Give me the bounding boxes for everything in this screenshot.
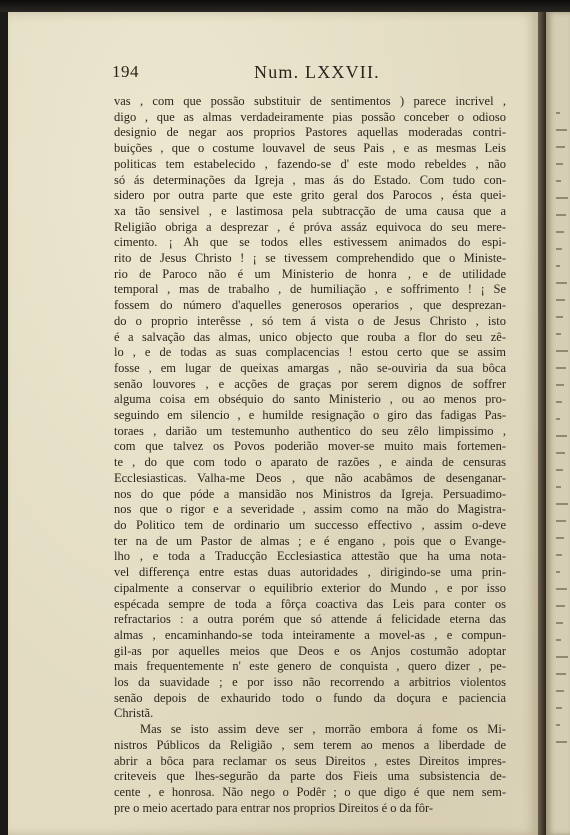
facing-page-mark [556,571,560,573]
text-line: pre o meio acertado para entrar nos proprios Direitos é o da fôr- [114,800,434,815]
text-line: ter na de um Pastor de almas ; e é engano , pois que o Evange- [114,533,506,548]
facing-page-mark [556,741,567,743]
text-line: só ás determinações da Igreja , mas ás do Estado. Com tudo con- [114,172,506,187]
text-line: fossem do número d'aquelles generosos operarios , que desprezan- [114,298,506,313]
text-line: lho , e toda a Traducção Ecclesiastica attestão que ha uma nota- [114,549,506,564]
text-line: sidero por outra parte que este grito geral dos Parocos , ésta quei- [114,188,506,203]
facing-page-mark [556,197,568,199]
text-line: Mas se isto assim deve ser , morrão embora á fome os Mi- [140,722,506,737]
paragraph [114,722,506,816]
text-line: Ecclesiasticas. Valha-me Deos , que não acabâmos de desenganar- [114,470,506,485]
text-line: toraes , darião um testemunho authentico do seu zêlo limpissimo , [114,423,506,438]
text-line: almas , encaminhando-se toda inteiramente a movel-as , e compun- [114,627,506,642]
text-line: cipalmente a conservar o equilibrio exterior do Mundo , e por isso [114,580,506,595]
facing-page-mark [556,707,562,709]
facing-page-mark [556,180,561,182]
text-line: do Politico tem de ordinario um successo effectivo , assim o-deve [114,517,506,532]
facing-page-mark [556,520,566,522]
facing-page-mark [556,435,567,437]
text-line: digo , que as almas verdadeiramente pias possão conceber o odioso [114,109,506,124]
facing-page-mark [556,622,563,624]
page-number: 194 [112,62,139,81]
text-line: com que talvez os Povos poderião mover-se muito mais fortemen- [114,439,506,454]
facing-page-mark [556,367,566,369]
book-gutter [538,12,546,835]
facing-page-mark [556,384,564,386]
text-line: refractarios : a outra porém que só attende á felicidade eterna das [114,612,506,627]
facing-page-mark [556,673,566,675]
facing-page-mark [556,588,567,590]
text-line: alguma coisa em obséquio do santo Ministerio , ou ao menos pro- [114,392,506,407]
facing-page-mark [556,282,567,284]
scan-border-top [0,0,570,12]
text-line: nos que o rigor e a severidade , assim como na mão do Magistra- [114,502,506,517]
text-line: los da suavidade ; e por isso não recorrendo a arbitrios violentos [114,675,506,690]
text-line: gil-as por aquelles meios que Deos e os Anjos costumão adoptar [114,643,506,658]
running-head: Num. LXXVII. [254,62,380,82]
text-line: criteveis que lhes-segurão da parte dos Fieis uma subsistencia de- [114,769,506,784]
facing-page-mark [556,486,561,488]
text-line: vel differença entre estas duas autoridades , dirigindo-se uma prin- [114,565,506,580]
text-line: lo , e de todas as suas complacencias ! estou certo que se assim [114,345,506,360]
facing-page-mark [556,503,568,505]
facing-page-mark [556,690,564,692]
text-line: Religião obriga a desprezar , é próva assáz equivoca do seu mere- [114,219,506,234]
facing-page-mark [556,146,565,148]
text-line: xa tão sensivel , e lastimosa pela subtracção de uma causa que a [114,203,506,218]
paragraph [114,94,506,722]
text-line: seguindo em silencio , e humilde resignação o giro das fadigas Pas- [114,408,506,423]
text-line: rio de Paroco não é um Ministerio de honra , e de utilidade [114,266,506,281]
text-line: espécada sempre de toda a fôrça coactiva das Leis para conter os [114,596,506,611]
text-line: Christã. [114,706,154,721]
text-line: fosse , em lugar de queixas amargas , não se-ouviria da sua bôca [114,360,506,375]
facing-page-mark [556,333,561,335]
body-text [114,94,506,816]
text-line: abrir a bôca para reclamar os seus Direitos , estes Direitos impres- [114,753,506,768]
facing-page-mark [556,214,566,216]
facing-page-mark [556,452,565,454]
facing-page-mark [556,265,560,267]
facing-page-mark [556,554,562,556]
facing-page-mark [556,724,560,726]
page-header [112,60,412,90]
text-line: nistros Públicos da Religião , sem terem ao menos a liberdade de [114,737,506,752]
facing-page-mark [556,163,563,165]
text-line: te , do que com todo o aparato de razões , e ainda de censuras [114,455,506,470]
text-line: do o proprio interêsse , só tem á vista o de Jesus Christo , isto [114,313,506,328]
text-line: buições , que o costume louvavel de seus Pais , e as mesmas Leis [114,141,506,156]
text-line: cente , e honrosa. Não nego o Podêr ; o que digo é que nem sem- [114,784,506,799]
facing-page-mark [556,401,562,403]
facing-page-mark [556,299,565,301]
facing-page-mark [556,418,560,420]
facing-page-mark [556,469,563,471]
text-line: rito de Jesus Christo ! ¡ se tivessem comprehendido que o Ministe- [114,251,506,266]
text-line: cimento. ¡ Ah que se todos elles estivessem animados do espi- [114,235,506,250]
facing-page-mark [556,639,561,641]
text-line: senão louvores , e acções de graças por serem dignos de soffrer [114,376,506,391]
facing-page-mark [556,656,568,658]
facing-page-mark [556,350,568,352]
facing-page-mark [556,605,565,607]
facing-page-mark [556,248,562,250]
facing-page-mark [556,537,564,539]
facing-page-mark [556,231,564,233]
text-line: vas , com que possão substituir de sentimentos ) parece incrivel , [114,94,506,108]
text-line: mais frequentemente n' este genero de conquista , quero dizer , pe- [114,659,506,674]
text-line: politicas tem estabelecido , fazendo-se d' este modo rebeldes , não [114,156,506,171]
facing-page-mark [556,129,567,131]
facing-page-mark [556,316,563,318]
text-line: senão depois de exhaurido todo o fundo da doçura e paciencia [114,690,506,705]
text-line: é a salvação das almas, unico objecto que rouba a flor do seu zê- [114,329,506,344]
facing-page-mark [556,112,560,114]
text-line: nos do que póde a mansidão nos Ministros da Igreja. Persuadimo- [114,486,506,501]
text-line: temporal , mas de trabalho , de humiliação , e soffrimento ! ¡ Se [114,282,506,297]
text-line: designio de negar aos proprios Pastores aquellas moderadas contri- [114,125,506,140]
facing-page-edge [546,12,570,835]
